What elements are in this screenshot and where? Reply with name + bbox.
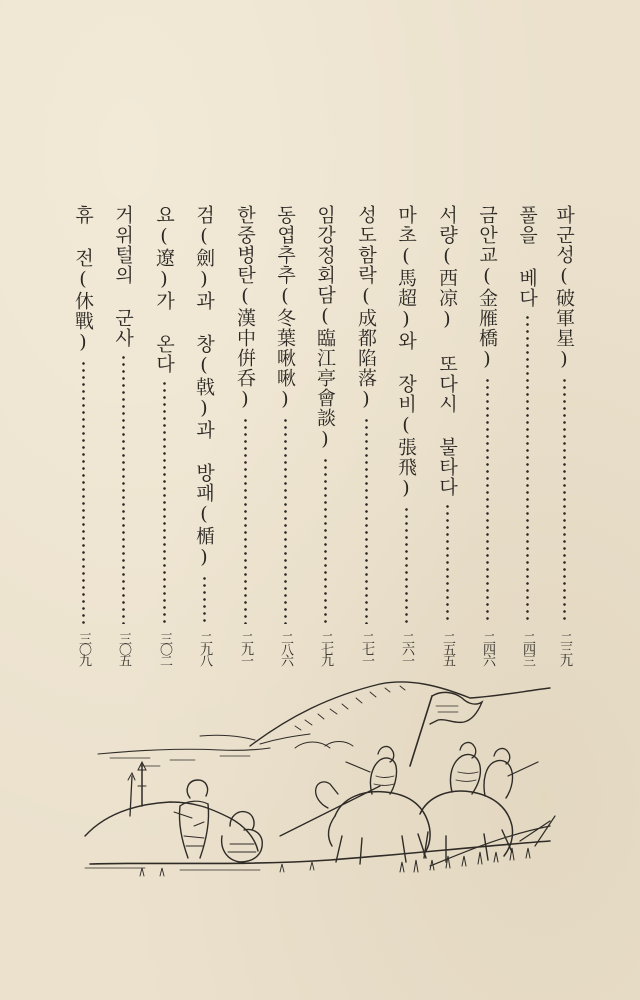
toc-entry-page: 二四六 [480,632,495,665]
toc-entry-title: 마초(馬超)와 장비(張飛) [395,205,417,500]
toc-entry-title: 검(劍)과 창(戟)과 방패(楯) [193,205,215,569]
toc-entry-title: 휴 전(休戰) [72,205,94,354]
toc-entry[interactable] [151,205,177,665]
dot-leader [203,575,206,624]
dot-leader [324,457,327,624]
dot-leader [405,506,408,624]
dot-leader [526,314,529,624]
toc-entry-page: 三〇二 [157,632,172,665]
mounted-warriors-woodcut-icon [80,676,560,886]
toc-entry-title: 동엽추추(冬葉啾啾) [274,205,296,411]
toc-entry-title: 서량(西凉) 또다시 불타다 [436,205,458,497]
toc-entry[interactable] [551,205,577,665]
toc-entry-page: 二五五 [440,632,455,665]
toc-entry-page: 二九八 [197,632,212,665]
toc-entry[interactable] [312,205,338,665]
dot-leader [563,377,566,624]
toc-entry[interactable] [232,205,258,665]
toc-entry-page: 二八六 [278,632,293,665]
toc-entry-title: 풀을 베다 [516,205,538,308]
toc-entry-page: 二七九 [318,632,333,665]
toc-entry[interactable] [70,205,96,665]
toc-entry-page: 二四三 [520,632,535,665]
dot-leader [163,380,166,624]
dot-leader [122,354,125,624]
toc-entry-page: 二九一 [238,632,253,665]
toc-entry[interactable] [110,205,136,665]
toc-entry-title: 한중병탄(漢中倂呑) [234,205,256,411]
toc-entry[interactable] [393,205,419,665]
toc-entry-page: 二三九 [557,632,572,665]
toc-entry-title: 거위털의 군사 [112,205,134,348]
dot-leader [244,417,247,624]
toc-entry[interactable] [353,205,379,665]
toc-entry-title: 임강정회담(臨江亭會談) [314,205,336,451]
toc-entry-page: 三〇五 [116,632,131,665]
dot-leader [365,417,368,624]
toc-entry-page: 二六一 [399,632,414,665]
dot-leader [284,417,287,624]
toc-entry-page: 二七一 [359,632,374,665]
toc-entry-page: 三〇九 [76,632,91,665]
toc-entry[interactable] [474,205,500,665]
toc-entry-title: 요(遼)가 온다 [153,205,175,374]
dot-leader [82,360,85,624]
toc-entry-title: 금안교(金雁橋) [476,205,498,371]
toc-entry[interactable] [434,205,460,665]
toc-entry[interactable] [272,205,298,665]
toc-entry[interactable] [514,205,540,665]
dot-leader [486,377,489,624]
dot-leader [446,503,449,624]
toc-entry-title: 성도함락(成都陷落) [355,205,377,411]
toc-entry-title: 파군성(破軍星) [553,205,575,371]
toc-entry[interactable] [191,205,217,665]
